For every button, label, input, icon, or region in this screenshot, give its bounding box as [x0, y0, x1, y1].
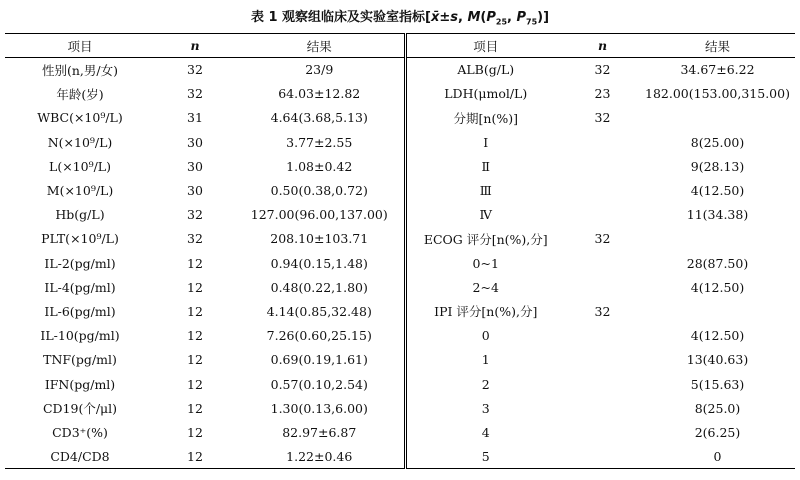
cell-item-right: Ⅲ [405, 178, 565, 202]
cell-result-right: 182.00(153.00,315.00) [645, 86, 790, 102]
cell-result: 1.22±0.46 [235, 445, 405, 469]
cell-result: 0.50(0.38,0.72) [270, 183, 368, 199]
table-row [5, 372, 795, 396]
cell-result-right: 0 [640, 445, 795, 469]
cell-result: 4.14(0.85,32.48) [266, 303, 372, 319]
cell-result-right: 4(12.50) [690, 328, 745, 344]
header-item: 项目 [5, 34, 155, 58]
table-row [5, 227, 795, 251]
table-row [5, 445, 795, 469]
caption-p75: P [516, 10, 527, 25]
cell-n-right [565, 130, 640, 154]
caption-p25: P [486, 10, 496, 25]
cell-result: 82.97±6.87 [282, 424, 357, 440]
cell-item: IL-6(pg/ml) [44, 303, 116, 319]
table-row [5, 299, 795, 323]
table-row [5, 58, 795, 82]
cell-item-right: 2 [405, 372, 565, 396]
cell-n-right [565, 178, 640, 202]
cell-n: 12 [187, 255, 203, 271]
cell-n: 12 [187, 352, 203, 368]
cell-n-right [565, 324, 640, 348]
cell-result-right: 4(12.50) [690, 183, 745, 199]
cell-item: 性别(n,男/女) [42, 62, 118, 78]
cell-result: 1.30(0.13,6.00) [270, 400, 368, 416]
cell-item: L(×10⁹/L) [49, 158, 111, 174]
caption-prefix: 表 1 观察组临床及实验室指标[ [250, 10, 431, 25]
cell-n-right [565, 445, 640, 469]
cell-n-right: 32 [594, 231, 611, 247]
cell-n: 32 [187, 62, 203, 78]
cell-item-right: 1 [405, 348, 565, 372]
header-result-right: 结果 [640, 34, 795, 58]
cell-n: 30 [187, 183, 203, 199]
cell-n: 12 [187, 376, 203, 392]
cell-result: 127.00(96.00,137.00) [250, 207, 388, 223]
cell-item-right: 0 [405, 324, 565, 348]
caption-p25-sub: 25 [495, 17, 508, 27]
cell-item: CD3⁺(%) [52, 424, 108, 440]
cell-n: 12 [155, 445, 235, 469]
cell-result: 7.26(0.60,25.15) [266, 328, 372, 344]
cell-item-right: 5 [405, 445, 565, 469]
cell-n-right [565, 372, 640, 396]
cell-result: 3.77±2.55 [286, 134, 353, 150]
caption-median: M [467, 10, 481, 25]
table-row [5, 275, 795, 299]
cell-result-right: 11(34.38) [686, 207, 749, 223]
cell-result-right [640, 106, 795, 130]
table-row [5, 420, 795, 444]
cell-n-right: 32 [594, 62, 611, 78]
cell-n: 30 [187, 158, 203, 174]
cell-n: 12 [187, 303, 203, 319]
cell-result: 0.57(0.10,2.54) [270, 376, 368, 392]
cell-n-right [565, 348, 640, 372]
header-item-right: 项目 [405, 34, 565, 58]
cell-result: 64.03±12.82 [278, 86, 361, 102]
cell-result-right: 9(28.13) [690, 158, 745, 174]
cell-n: 32 [187, 231, 203, 247]
header-n: n [155, 34, 235, 58]
table-row [5, 251, 795, 275]
cell-n-right: 32 [594, 110, 611, 126]
table-row [5, 396, 795, 420]
cell-result-right [640, 299, 795, 323]
cell-n-right: 32 [594, 303, 611, 319]
caption-mean-sd: x̄±s [430, 10, 458, 25]
cell-item-right: Ⅱ [405, 154, 565, 178]
cell-item-right: IPI 评分[n(%),分] [405, 299, 565, 323]
data-table [5, 33, 795, 469]
cell-n-right: 23 [594, 86, 611, 102]
cell-result-right: 28(87.50) [686, 255, 749, 271]
cell-result-right: 5(15.63) [690, 376, 745, 392]
cell-item-right: 4 [405, 420, 565, 444]
cell-n: 12 [187, 424, 203, 440]
caption-p75-sub: 75 [526, 17, 538, 27]
cell-item: TNF(pg/ml) [43, 352, 117, 368]
cell-result-right: 8(25.00) [690, 134, 745, 150]
cell-item: IFN(pg/ml) [44, 376, 116, 392]
cell-result: 0.48(0.22,1.80) [270, 279, 368, 295]
cell-n-right [565, 420, 640, 444]
caption-mid: , [458, 10, 468, 25]
table-row [5, 130, 795, 154]
cell-item: IL-10(pg/ml) [40, 328, 120, 344]
cell-result: 23/9 [305, 62, 334, 78]
cell-item-right: 分期[n(%)] [405, 106, 565, 130]
caption-suffix: )] [537, 10, 550, 25]
cell-result-right: 13(40.63) [686, 352, 749, 368]
cell-item: IL-4(pg/ml) [44, 279, 116, 295]
cell-item: CD4/CD8 [5, 445, 155, 469]
cell-result-right [640, 227, 795, 251]
cell-result-right: 4(12.50) [690, 279, 745, 295]
cell-n-right [565, 154, 640, 178]
table-row [5, 106, 795, 130]
cell-result: 0.94(0.15,1.48) [270, 255, 368, 271]
table-row [5, 178, 795, 202]
cell-item: PLT(×10⁹/L) [41, 231, 119, 247]
cell-item: Hb(g/L) [55, 207, 105, 223]
table-row [5, 348, 795, 372]
header-n-right: n [565, 34, 640, 58]
cell-result: 0.69(0.19,1.61) [270, 352, 368, 368]
caption-comma: , [507, 10, 517, 25]
cell-item: M(×10⁹/L) [46, 183, 114, 199]
cell-result: 1.08±0.42 [286, 158, 353, 174]
cell-item: 年龄(岁) [56, 86, 104, 102]
cell-result-right: 8(25.0) [694, 400, 741, 416]
cell-n-right [565, 203, 640, 227]
cell-item-right: Ⅳ [405, 203, 565, 227]
table-row [5, 82, 795, 106]
cell-n: 12 [187, 328, 203, 344]
cell-item-right: Ⅰ [405, 130, 565, 154]
cell-n: 12 [187, 400, 203, 416]
header-result: 结果 [235, 34, 405, 58]
cell-n: 32 [187, 86, 203, 102]
cell-n-right [565, 275, 640, 299]
table-header-row [5, 34, 795, 58]
cell-n-right [565, 251, 640, 275]
cell-n-right [565, 396, 640, 420]
table-body [5, 58, 795, 469]
cell-item-right: 0~1 [405, 251, 565, 275]
table-caption [0, 6, 800, 27]
cell-item: N(×10⁹/L) [47, 134, 113, 150]
table-row [5, 154, 795, 178]
cell-item: WBC(×10⁹/L) [37, 110, 123, 126]
cell-result-right: 34.67±6.22 [680, 62, 755, 78]
cell-item-right: 3 [405, 396, 565, 420]
cell-result: 4.64(3.68,5.13) [270, 110, 368, 126]
cell-result-right: 2(6.25) [694, 424, 741, 440]
cell-result: 208.10±103.71 [270, 231, 369, 247]
cell-item-right: ECOG 评分[n(%),分] [405, 227, 565, 251]
cell-n: 31 [187, 110, 203, 126]
cell-item: IL-2(pg/ml) [44, 255, 116, 271]
cell-n: 12 [187, 279, 203, 295]
cell-n: 30 [187, 134, 203, 150]
cell-item-right: 2~4 [405, 275, 565, 299]
table-row [5, 324, 795, 348]
cell-n: 32 [187, 207, 203, 223]
cell-item: CD19(个/μl) [42, 401, 118, 417]
table-row [5, 203, 795, 227]
cell-item-right: ALB(g/L) [405, 58, 565, 82]
caption-open-paren: ( [480, 10, 487, 25]
cell-item-right: LDH(μmol/L) [405, 82, 565, 106]
